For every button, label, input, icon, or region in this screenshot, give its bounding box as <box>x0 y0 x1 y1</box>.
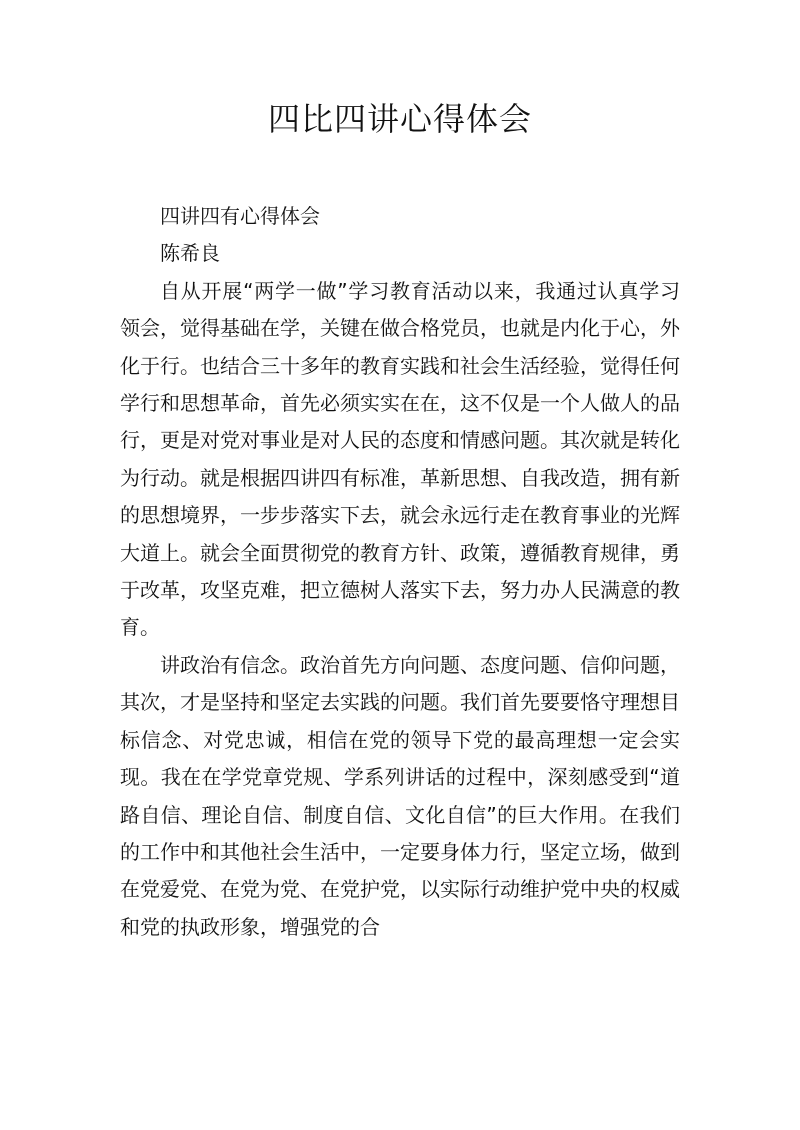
paragraph-1: 自从开展“两学一做”学习教育活动以来，我通过认真学习领会，觉得基础在学，关键在做合格党员，也就是内化于心，外化于行。也结合三十多年的教育实践和社会生活经验，觉得任何学行和思想革命，首先必须实实在在，这不仅是一个人做人的品行，更是对党对事业是对人民的态度和情感问题。其次就是转化为行动。就是根据四讲四有标准，革新思想、自我改造，拥有新的思想境界，一步步落实下去，就会永远行走在教育事业的光辉大道上。就会全面贯彻党的教育方针、政策，遵循教育规律，勇于改革，攻坚克难，把立德树人落实下去，努力办人民满意的教育。 <box>120 278 680 640</box>
document-subtitle: 四讲四有心得体会 <box>160 204 320 228</box>
document-title: 四比四讲心得体会 <box>267 100 532 138</box>
document-body <box>120 198 680 946</box>
document-author: 陈希良 <box>160 241 220 266</box>
paragraph-2: 讲政治有信念。政治首先方向问题、态度问题、信仰问题，其次，才是坚持和坚定去实践的问题。我们首先要要恪守理想目标信念、对党忠诚，相信在党的领导下党的最高理想一定会实现。我在在学党章党规、学系列讲话的过程中，深刻感受到“道路自信、理论自信、制度自信、文化自信”的巨大作用。在我们的工作中和其他社会生活中，一定要身体力行，坚定立场，做到在党爱党、在党为党、在党护党，以实际行动维护党中央的权威和党的执政形象，增强党的合 <box>120 652 680 939</box>
